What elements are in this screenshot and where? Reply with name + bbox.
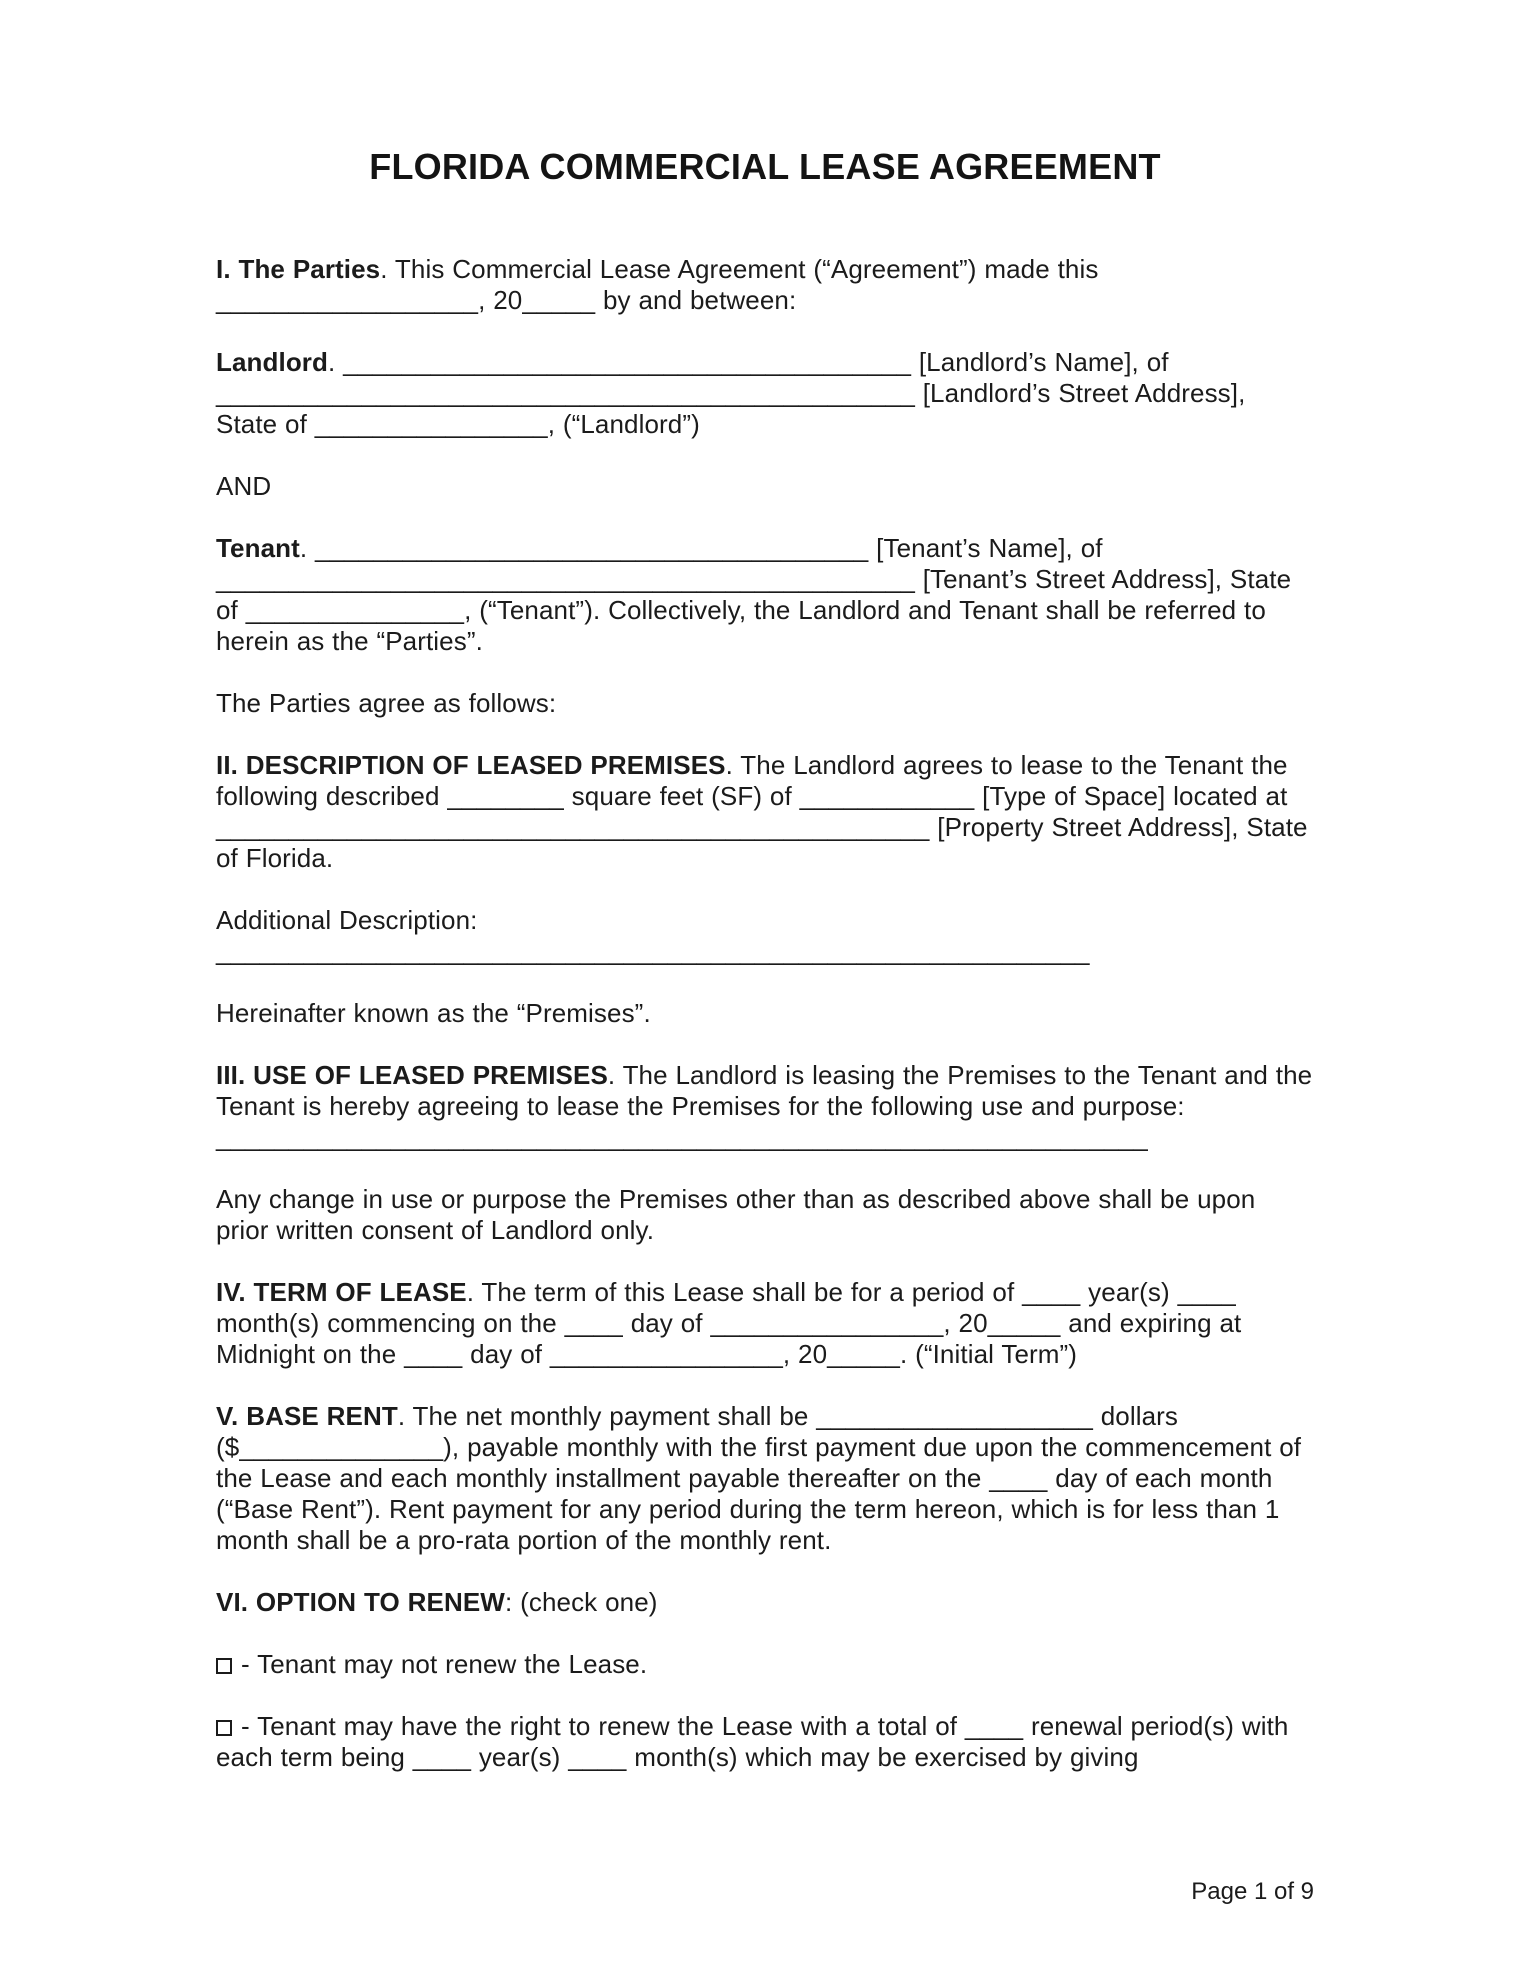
section-i-body: . This Commercial Lease Agreement (“Agreement”) made this __________________, 20_____ by and between: (216, 254, 1099, 315)
section-vi-heading: VI. OPTION TO RENEW (216, 1587, 505, 1617)
landlord-heading: Landlord (216, 347, 329, 377)
section-iv-term (216, 1277, 1314, 1370)
section-ii-description (216, 750, 1314, 874)
parties-agree-line: The Parties agree as follows: (216, 688, 557, 718)
section-v-body: . The net monthly payment shall be ___________________ dollars ($______________), payable monthly with the first payment due upon the commencement of the Lease and each monthly installment payable thereafter on the ____ day of each month (“Base Rent”). Rent payment for any period during the term hereon, which is for less than 1 month shall be a pro-rata portion of the monthly rent. (216, 1401, 1302, 1555)
section-iii-use (216, 1060, 1314, 1153)
section-vi-body: : (check one) (504, 1587, 658, 1617)
section-i-heading: I. The Parties (216, 254, 381, 284)
tenant-heading: Tenant (216, 533, 300, 563)
tenant-body: . ______________________________________ [Tenant’s Name], of ________________________________________________ [Tenant’s Street Address], State of _______________, (“Tenant”). Collectively, the Landlord and Tenant shall be referred to herein as the “Parties”. (216, 533, 1292, 656)
landlord-body: . _______________________________________ [Landlord’s Name], of ________________________________________________ [Landlord’s Street Address], State of ________________, (“Landlord”) (216, 347, 1246, 439)
section-iv-body: . The term of this Lease shall be for a period of ____ year(s) ____ month(s) commencing on the ____ day of ________________, 20_____ and expiring at Midnight on the ____ day of ________________, 20_____. (“Initial Term”) (216, 1277, 1242, 1369)
section-ii-body: . The Landlord agrees to lease to the Tenant the following described ________ square feet (SF) of ____________ [Type of Space] located at _________________________________________________ [Property Street Address], State of Florida. (216, 750, 1308, 873)
hereinafter-line: Hereinafter known as the “Premises”. (216, 998, 651, 1028)
page-number: Page 1 of 9 (1191, 1878, 1314, 1905)
checkbox-icon[interactable] (216, 1720, 232, 1736)
document-title: FLORIDA COMMERCIAL LEASE AGREEMENT (369, 146, 1161, 187)
change-of-use-line: Any change in use or purpose the Premises other than as described above shall be upon prior written consent of Landlord only. (216, 1184, 1256, 1245)
section-iii-heading: III. USE OF LEASED PREMISES (216, 1060, 608, 1090)
checkbox-icon[interactable] (216, 1658, 232, 1674)
tenant-clause (216, 533, 1314, 657)
section-vi-option-to-renew (216, 1587, 1314, 1618)
renew-option-may-renew (216, 1711, 1314, 1773)
additional-description-line: Additional Description: ____________________________________________________________ (216, 905, 1090, 966)
renew-option-label: - Tenant may have the right to renew the Lease with a total of ____ renewal period(s) with each term being ____ year(s) ____ month(s) which may be exercised by giving (216, 1711, 1289, 1772)
section-iv-heading: IV. TERM OF LEASE (216, 1277, 467, 1307)
section-i-the-parties (216, 254, 1314, 316)
section-iii-body: . The Landlord is leasing the Premises to the Tenant and the Tenant is hereby agreeing to lease the Premises for the following use and purpose: ________________________________________________________________ (216, 1060, 1313, 1152)
renew-option-no-renew (216, 1649, 1314, 1680)
and-separator: AND (216, 471, 272, 501)
landlord-clause (216, 347, 1314, 440)
section-v-heading: V. BASE RENT (216, 1401, 398, 1431)
section-ii-heading: II. DESCRIPTION OF LEASED PREMISES (216, 750, 726, 780)
renew-option-label: - Tenant may not renew the Lease. (241, 1649, 648, 1679)
section-v-base-rent (216, 1401, 1314, 1556)
